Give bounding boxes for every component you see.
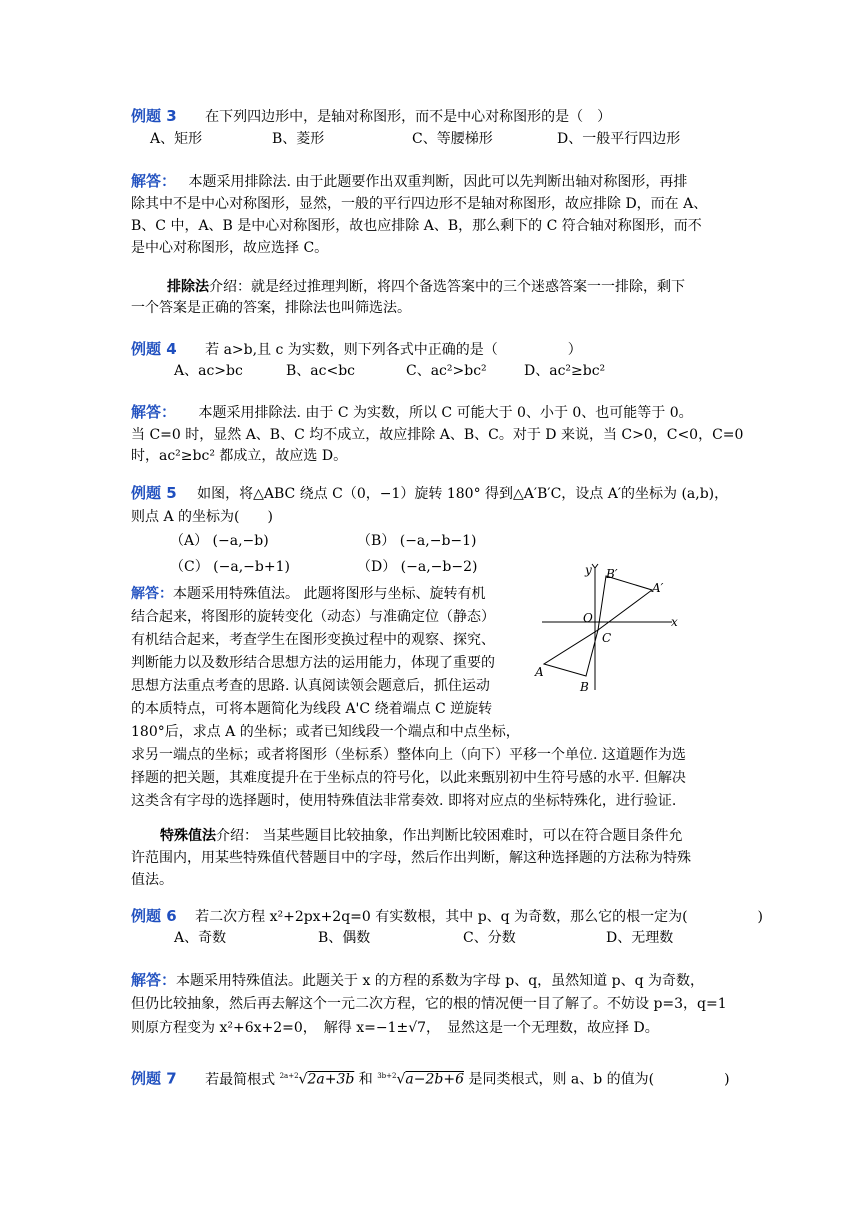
rotation-diagram (532, 560, 692, 710)
method-intro: 特殊值法介绍： 当某些题目比较抽象，作出判断比较困难时，可以在符合题目条件允 (160, 828, 683, 844)
option-a: A、ac>bc (174, 363, 243, 379)
answer-line: 结合起来，将图形的旋转变化（动态）与准确定位（静态） (131, 609, 495, 625)
point-a-label: A (535, 665, 544, 679)
point-a-prime-label: A′ (652, 581, 664, 595)
option-a: （A） (−a,−b) (170, 533, 269, 549)
method-intro: 排除法介绍：就是经过推理判断，将四个备选答案中的三个迷惑答案一一排除，剩下 (167, 279, 685, 295)
example-label: 例题 3 (131, 107, 177, 125)
answer-line: 这类含有字母的选择题时，使用特殊值法非常奏效. 即将对应点的坐标特殊化，进行验证. (131, 793, 677, 809)
example-label: 例题 5 (131, 484, 177, 502)
answer-line: 则原方程变为 x²+6x+2=0， 解得 x=−1±√7， 显然这是一个无理数，故应择 D。 (131, 1020, 659, 1036)
answer-line: 除其中不是中心对称图形，显然，一般的平行四边形不是轴对称图形，故应排除 D，而在 A、 (131, 196, 708, 212)
method-name: 特殊值法 (160, 828, 216, 844)
origin-label: O (583, 611, 593, 625)
option-c: C、ac²>bc² (406, 363, 487, 379)
example-4-question: 例题 4 若 a>b,且 c 为实数，则下列各式中正确的是（ ） (131, 340, 582, 358)
answer-line: 但仍比较抽象，然后再去解这个一元二次方程，它的根的情况便一目了解了。不妨设 p=3，q=1 (131, 996, 727, 1012)
option-b: （B） (−a,−b−1) (357, 533, 477, 549)
answer-line: B、C 中，A、B 是中心对称图形，故也应排除 A、B，那么剩下的 C 符合轴对称图形，而不 (131, 218, 702, 234)
radical-index: 3b+2 (377, 1072, 397, 1080)
example-5-question: 例题 5 如图，将△ABC 绕点 C（0，−1）旋转 180° 得到△A′B′C，设点 A′的坐标为 (a,b)， (131, 484, 729, 502)
answer-line: 判断能力以及数形结合思想方法的运用能力，体现了重要的 (131, 655, 495, 671)
option-c: C、等腰梯形 (412, 131, 493, 147)
example-7-question: 例题 7 若最简根式 $^{2a+2}$√2a+3b 和 $^{3b+2}$√a−2b+6 是同类根式，则 a、b 的值为( ) (131, 1069, 730, 1088)
answer-label: 解答： (131, 586, 173, 602)
answer-line: 时，ac²≥bc² 都成立，故应选 D。 (131, 448, 348, 464)
answer-line: 180°后，求点 A 的坐标；或者已知线段一个端点和中点坐标， (131, 724, 520, 740)
method-intro-line: 一个答案是正确的答案，排除法也叫筛选法。 (131, 300, 411, 316)
question-line: 则点 A 的坐标为( ) (131, 509, 273, 525)
radicand: 2a+3b (307, 1071, 355, 1088)
option-b: B、菱形 (272, 131, 325, 147)
option-a: A、奇数 (174, 930, 227, 946)
x-label: x (671, 615, 678, 629)
answer-line: 求另一端点的坐标；或者将图形（坐标系）整体向上（向下）平移一个单位. 这道题作为选 (131, 747, 686, 763)
answer-line: 思想方法重点考查的思路. 认真阅读领会题意后，抓住运动 (131, 678, 490, 694)
example-6-question: 例题 6 若二次方程 x²+2px+2q=0 有实数根，其中 p、q 为奇数，那么它的根一定为( ) (131, 907, 764, 925)
option-c: （C） (−a,−b+1) (170, 559, 290, 575)
example-label: 例题 4 (131, 340, 177, 358)
option-b: B、ac<bc (286, 363, 356, 379)
option-a: A、矩形 (150, 131, 203, 147)
answer-line: 解答： 本题采用排除法. 由于 C 为实数，所以 C 可能大于 0、小于 0、也可能等于 0。 (131, 403, 693, 421)
answer-line: 解答： 本题采用排除法. 由于此题要作出双重判断，因此可以先判断出轴对称图形，再排 (131, 172, 688, 190)
radicand: a−2b+6 (405, 1071, 464, 1088)
answer-label: 解答： (131, 172, 177, 190)
point-b-label: B (580, 680, 589, 694)
option-d: D、无理数 (606, 930, 674, 946)
option-c: C、分数 (463, 930, 516, 946)
answer-line: 当 C=0 时，显然 A、B、C 均不成立，故应排除 A、B、C。对于 D 来说，当 C>0，C<0，C=0 (131, 427, 744, 443)
option-d: D、一般平行四边形 (557, 131, 681, 147)
answer-line: 的本质特点，可将本题简化为线段 A'C 绕着端点 C 逆旋转 (131, 701, 493, 717)
answer-label: 解答： (131, 403, 177, 421)
radical-sign: √ (396, 1071, 406, 1088)
answer-label: 解答： (131, 971, 177, 989)
example-3-question: 例题 3 在下列四边形中，是轴对称图形，而不是中心对称图形的是（ ） (131, 107, 612, 125)
method-intro-line: 值法。 (131, 872, 173, 888)
example-label: 例题 6 (131, 907, 177, 925)
answer-line: 择题的把关题，其难度提升在于坐标点的符号化，以此来甄别初中生符号感的水平. 但解决 (131, 770, 686, 786)
method-intro-line: 许范围内，用某些特殊值代替题目中的字母，然后作出判断，解这种选择题的方法称为特殊 (131, 850, 691, 866)
point-c-label: C (602, 631, 612, 645)
method-name: 排除法 (167, 279, 209, 295)
radical-sign: √ (298, 1071, 308, 1088)
radical-index: 2a+2 (279, 1072, 299, 1080)
y-axis-arrow (592, 564, 598, 568)
option-d: D、ac²≥bc² (524, 363, 606, 379)
triangle-abc (544, 630, 598, 676)
example-label: 例题 7 (131, 1069, 177, 1088)
answer-line: 是中心对称图形，故应选择 C。 (131, 240, 329, 256)
option-d: （D） (−a,−b−2) (357, 559, 478, 575)
option-b: B、偶数 (318, 930, 371, 946)
y-label: y (585, 563, 592, 577)
point-b-prime-label: B′ (606, 567, 618, 581)
answer-line: 解答：本题采用特殊值法。 此题将图形与坐标、旋转有机 (131, 586, 486, 602)
answer-line: 有机结合起来，考查学生在图形变换过程中的观察、探究、 (131, 632, 495, 648)
answer-line: 解答：本题采用特殊值法。此题关于 x 的方程的系数为字母 p、q，虽然知道 p、q 为奇数， (131, 971, 705, 989)
